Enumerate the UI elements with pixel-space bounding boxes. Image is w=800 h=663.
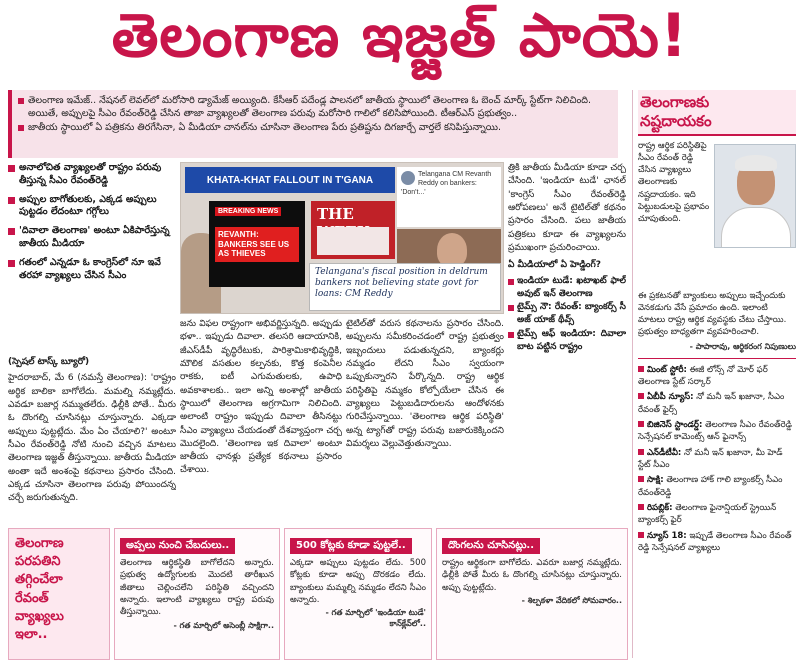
sidebar-intro: [638, 140, 796, 290]
media-note-text: తెలంగాణ సీఎం రేవంత్‌రెడ్డి సెన్సేషనల్ కామెంట్స్ ఆన్ ఫైనాన్స్: [638, 420, 792, 443]
media-heading-text: ఇండియా టుడే: ఖటాఖట్ ఫాల్ అవుట్ ఇన్ తెలంగాణ: [517, 275, 626, 299]
quote-box-title: అప్పలు నుంచి చేబదులు..: [120, 538, 235, 554]
highlight-bullet-text: 'దివాలా తెలంగాణ' అంటూ ఏకిపారేస్తున్న జాతీయ మీడియా: [19, 225, 170, 250]
quotes-label-line: తెలంగాణ: [15, 536, 64, 551]
breaking-news-tag: BREAKING NEWS: [215, 207, 281, 216]
fiscal-headline-clipping: [309, 263, 501, 311]
sidebar-opinion: [632, 90, 796, 658]
fiscal-headline-text: Telangana's fiscal position in deldrum bankers not believing state govt for loans: CM Reddy: [315, 267, 488, 299]
article-text: జను విఫల రాష్ట్రంగా అభివర్ణిస్తున్నది. అప్పుడు భళా.. ఇప్పుడు దివాలా. తలసరి ఆదాయానికి, జీఎస్‌డీపీ వృద్ధిరేటుకు, పారిశ్రామికాభివృద్ధికి, మౌలిక వసతుల కల్పనకు, కొత్త కంపెనీల రాకకు, ఐటీ ఎగుమతులకు, ఉపాధి అవకాశాలకు.. ఇలా అన్ని అంశాల్లో జాతీయ స్థాయిలో తెలంగాణ అగ్రగామిగా నిలిచింది. అలాంటి రాష్ట్రం ఇప్పుడు దివాలా తీసినట్టు సీఎం వ్యాఖ్యలు చేయడంతో దేశవ్యాప్తంగా చర్చ మొదలైంది. 'తెలంగాణ ఇక దివాలా' అంటూ జాతీయ ఛానళ్లు ప్రత్యేక కథనాలు ప్రసారం చేశాయి.: [180, 319, 342, 476]
quote-box-source: - శిల్పకళా వేదికలో సోమవారం..: [521, 595, 622, 605]
article-byline: (స్పెషల్ టాస్క్ బ్యూరో): [8, 357, 90, 367]
the-week-logo: THE: [317, 205, 354, 223]
the-week-clipping: [311, 201, 395, 259]
media-collage-photo: [180, 162, 504, 314]
media-note: [638, 530, 796, 555]
square-bullet-icon: [638, 476, 644, 482]
square-bullet-icon: [638, 449, 644, 455]
square-bullet-icon: [638, 532, 644, 538]
article-column-1: [8, 356, 176, 524]
sidebar-title-line: తెలంగాణకు: [640, 93, 710, 111]
media-note-source: రిపబ్లిక్:: [647, 502, 673, 513]
media-note-source: ఏబీపీ న్యూస్:: [647, 392, 694, 403]
breaking-news-headline: REVANTH: BANKERS SEE US AS THIEVES: [215, 227, 299, 262]
highlight-bullet-text: అప్పుల బాగోతులకు, ఎక్కడ అప్పులు పుట్టడం లేదంటూ గగ్గోలు: [19, 193, 157, 218]
media-heading-text: టైమ్స్ నౌ: రేవంత్: బ్యాంకర్స్ సీ అజ్ యాజ్ థీవ్స్: [517, 302, 626, 326]
media-note-text: ఈజీ లోన్స్ నో మోర్ ఫర్ తెలంగాణ స్టేట్ సర్కార్: [638, 364, 768, 388]
india-today-banner: [185, 167, 395, 193]
media-note-source: బిజినెస్ స్టాండర్డ్:: [647, 420, 703, 430]
media-note: [638, 502, 796, 527]
quotes-section-label: [8, 528, 110, 660]
portrait-hair-shape: [735, 155, 777, 171]
quote-box-source: - గత మార్చిలో 'ఇండియా టుడే' కాన్‌క్లేవ్‌లో..: [325, 608, 426, 629]
square-bullet-icon: [638, 504, 644, 510]
article-column-2: [180, 318, 342, 524]
square-bullet-icon: [508, 279, 514, 285]
media-heading-item: [508, 301, 626, 328]
article-text: టైటిల్‌తో వరుస కథనాలను ప్రసారం చేసింది. అప్పులను సమీకరించడంలో రాష్ట్ర ప్రభుత్వం ఇబ్బందులు పడుతున్నదని, బ్యాంకర్లు నమ్మడం లేదని సీఎం స్వయంగా ఒప్పుకున్నారని పేర్కొన్నది. రాష్ట్ర ఆర్థిక పరిస్థితిపై నమ్మకం కోల్పోయేలా చేసిన ఈ వ్యాఖ్యలు పెట్టుబడిదారులను ఆందోళనకు గురిచేస్తున్నాయి. 'తెలంగాణ ఆర్థిక పరిస్థితి' అన్న ట్యాగ్‌తో రాష్ట్ర పరువు బజారుకెక్కిందని విమర్శలు వెల్లువెత్తుతున్నాయి.: [346, 319, 504, 449]
quotes-label-line: ఇలా..: [15, 626, 48, 642]
square-bullet-icon: [18, 125, 24, 131]
square-bullet-icon: [508, 332, 514, 338]
sidebar-divider: [638, 358, 796, 359]
breaking-news-screen: [209, 201, 305, 287]
media-note: [638, 447, 796, 472]
quotes-label-line: వ్యాఖ్యలు: [15, 608, 64, 624]
media-note-text: ఇప్పుడే తెలంగాణ సీఎం రేవంత్ రెడ్డి సెన్సేషనల్ వ్యాఖ్యలు: [638, 530, 792, 553]
highlight-bullet: [8, 225, 172, 251]
quotes-label-line: తగ్గించేలా: [15, 572, 63, 588]
quote-box-title: 500 కోట్లకు కూడా పుట్టలే..: [290, 538, 412, 554]
quote-box-title: దొంగలను చూసినట్లు..: [442, 538, 540, 554]
face-shape: [437, 233, 467, 267]
headline-text: తెలంగాణ ఇజ్జత్ పాయె!: [111, 1, 689, 71]
highlight-bullet: [8, 162, 172, 188]
media-note-text: తెలంగాణ ఫైనాన్షియల్ స్ట్రెయిన్ బ్యాంకర్స్ ఫైర్: [638, 502, 777, 526]
quotes-label-line: పరపతిని: [15, 554, 61, 570]
media-note-text: నో మనీ ఇన్ ఖజానా, మీ హెడ్ స్టేట్ సీఎం: [638, 447, 783, 470]
square-bullet-icon: [8, 228, 15, 235]
the-week-thumbnail: [317, 227, 389, 255]
article-text: హైదరాబాద్, మే 6 (నమస్తే తెలంగాణ): 'రాష్ట్రం అర్థిక బాలికా బాగోలేదు. మమల్ని నమ్మట్లేదు. ఎవడూ బజార్ల నమ్ముతలేరు. ఢిల్లీకి పోతే.. మీరు ఓ దొంగల్ని చూసినట్లు చూస్తున్నారు. ఎక్కడా అప్పులు పుట్టట్లేదు. మేం ఏం చేయాలి?' అంటూ సీఎం రేవంత్‌రెడ్డి నోటి నుంచి వచ్చిన మాటలు తెలంగాణ ఇజ్జత్ తీస్తున్నాయి. జాతీయ మీడియా అంతా ఇదే అంశంపై కథనాలు ప్రసారం చేసింది. ఎక్కడ చూసినా తెలంగాణ పరువు పోయిందన్న చర్చే జరుగుతున్నది.: [8, 373, 176, 504]
sidebar-intro-text: రాష్ట్ర ఆర్థిక పరిస్థితిపై సీఎం రేవంత్ రెడ్డి చేసిన వ్యాఖ్యలు తెలంగాణకు నష్టదాయకం. ఇది పెట్టుబడులపై ప్రభావం చూపుతుంది.: [638, 140, 710, 225]
deck-line-text: తెలంగాణ ఇమేజ్.. నేషనల్ లెవల్‌లో మరోసారి డ్యామేజ్ అయ్యింది. కేసీఆర్ పదేండ్ల పాలనలో జాతీయ స్థాయిలో తెలంగాణ ఓ బెంచ్ మార్క్ స్టేట్‌గా నిలిచింది. అయితే, అప్పులపై సీఎం రేవంత్‌రెడ్డి చేసిన తాజా వ్యాఖ్యలతో తెలంగాణ పరువు మరోసారి గాలిలో కలిసిపోయింది. టీఆర్ఎస్ ప్రభుత్వం..: [28, 95, 592, 120]
media-note: [638, 474, 796, 499]
quotes-label-line: రేవంత్: [15, 590, 49, 606]
headline: [8, 0, 792, 86]
sidebar-title: [638, 90, 796, 136]
quote-box-body: రాష్ట్రం ఆర్థికంగా బాగోలేదు. ఎవరూ బజార్ల నమ్మట్లేదు. ఢిల్లీకి పోతే మీరు ఓ దొంగల్ని చూసినట్లు చూస్తున్నారు. అప్పు పుట్టట్లేదు.: [442, 558, 622, 593]
quote-box-body: ఎక్కడా అప్పులు పుట్టడం లేదు. 500 కోట్లకు కూడా అప్పు దొరకడం లేదు. బ్యాంకులు మమ్మల్ని నమ్మడం లేదని సీఎం అన్నారు.: [290, 558, 426, 605]
deck-line: [18, 94, 612, 121]
square-bullet-icon: [638, 366, 644, 372]
quote-box: [284, 528, 432, 660]
sidebar-author: - పాపారావు, ఆర్థికరంగ నిపుణులు: [689, 341, 796, 351]
media-heading-text: టైమ్స్ ఆఫ్ ఇండియా: దివాలా బాట పట్టిన రాష్ట్రం: [517, 328, 626, 353]
media-note: [638, 364, 796, 389]
highlight-bullet: [8, 257, 172, 283]
square-bullet-icon: [638, 393, 644, 399]
expert-portrait-photo: [714, 144, 796, 248]
sidebar-body-text: ఈ ప్రకటనతో బ్యాంకులు అప్పులు ఇచ్చేందుకు వెనకడుగు వేసే ప్రమాదం ఉంది. ఇలాంటి మాటలు రాష్ట్ర ఆర్థిక వ్యవస్థకు చేటు చేస్తాయి. ప్రభుత్వం బాధ్యతగా వ్యవహరించాలి.: [638, 290, 787, 338]
quote-box-body: తెలంగాణ ఆర్థికస్థితి బాగోలేదని అన్నారు. ప్రభుత్వ ఉద్యోగులకు మొదటి తారీఖున జీతాలు చెల్లించలేని పరిస్థితి వచ్చిందని అన్నారు. ఇలాంటి వ్యాఖ్యలు రాష్ట్ర పరువు తీస్తున్నాయి.: [120, 558, 274, 618]
media-note-source: న్యూస్ 18:: [647, 530, 687, 541]
media-note: [638, 391, 796, 416]
quote-box: [114, 528, 280, 660]
article-column-4: [508, 162, 626, 524]
media-note-text: తెలంగాణ హాక్ గాలి బ్యాంకర్స్ సీఎం రేవంత్‌రెడ్డి: [638, 475, 783, 498]
quote-box-source: - గత మార్చిలో అసెంబ్లీ సాక్షిగా..: [173, 620, 274, 630]
media-note-source: ఎన్‌డీటీవీ:: [647, 447, 682, 458]
avatar: [401, 171, 415, 185]
news-tweet-card: [397, 167, 501, 227]
media-note-text: నో మనీ ఇన్ ఖజానా, సీఎం రేవంత్ ఫైర్స్: [638, 392, 785, 415]
lead-deck: [8, 90, 618, 158]
square-bullet-icon: [18, 98, 24, 104]
highlight-bullet: [8, 194, 172, 220]
india-today-banner-text: KHATA-KHAT FALLOUT IN T'GANA: [206, 174, 374, 186]
article-text: త్రికి జాతీయ మీడియా కూడా చర్చ చేసింది. 'ఇండియా టుడే' ఛానల్ 'కాంగ్రెస్ సీఎం రేవంత్‌రెడ్డి ఆరోపణలు' అనే టైటిల్‌తో కథనం ప్రసారం చేసింది. పలు జాతీయ పత్రికలు కూడా ఈ వ్యాఖ్యలను ప్రముఖంగా ప్రచురించాయి.: [508, 163, 626, 253]
media-heading-item: [508, 275, 626, 302]
media-headings-subhead: ఏ మీడియాలో ఏ హెడ్డింగ్?: [508, 260, 601, 271]
highlight-bullets: [8, 162, 172, 348]
sidebar-title-line: నష్టదాయకం: [640, 111, 712, 130]
deck-line-text: జాతీయ స్థాయిలో ఏ పత్రికను తిరగేసినా, ఏ మీడియా చానల్‌ను చూసినా తెలంగాణ పేరు ప్రతిష్టను దిగజార్చే వార్తలే కనిపిస్తున్నాయి.: [28, 121, 501, 133]
deck-line: [18, 121, 612, 134]
quote-box: [436, 528, 628, 660]
square-bullet-icon: [638, 421, 644, 427]
square-bullet-icon: [8, 197, 15, 204]
media-note-source: మింట్ స్టోరీ:: [647, 364, 687, 375]
article-column-3: [346, 318, 504, 524]
news-tweet-text: Telangana CM Revanth Reddy on bankers: 'Don't...': [401, 171, 492, 196]
highlight-bullet-text: గతంలో ఎన్నడూ ఓ కాంగ్రెస్‌లో నూ ఇవే తరహా వ్యాఖ్యలు చేసిన సీఎం: [19, 256, 161, 281]
square-bullet-icon: [8, 165, 15, 172]
highlight-bullet-text: అనాలోచిత వ్యాఖ్యలతో రాష్ట్రం పరువు తీస్తున్న సీఎం రేవంత్‌రెడ్డి: [19, 162, 162, 186]
square-bullet-icon: [8, 260, 15, 267]
square-bullet-icon: [508, 305, 514, 311]
portrait-shirt-shape: [721, 207, 791, 248]
media-note-source: సాక్షి:: [647, 475, 664, 486]
media-heading-item: [508, 328, 626, 355]
media-note: [638, 419, 796, 444]
